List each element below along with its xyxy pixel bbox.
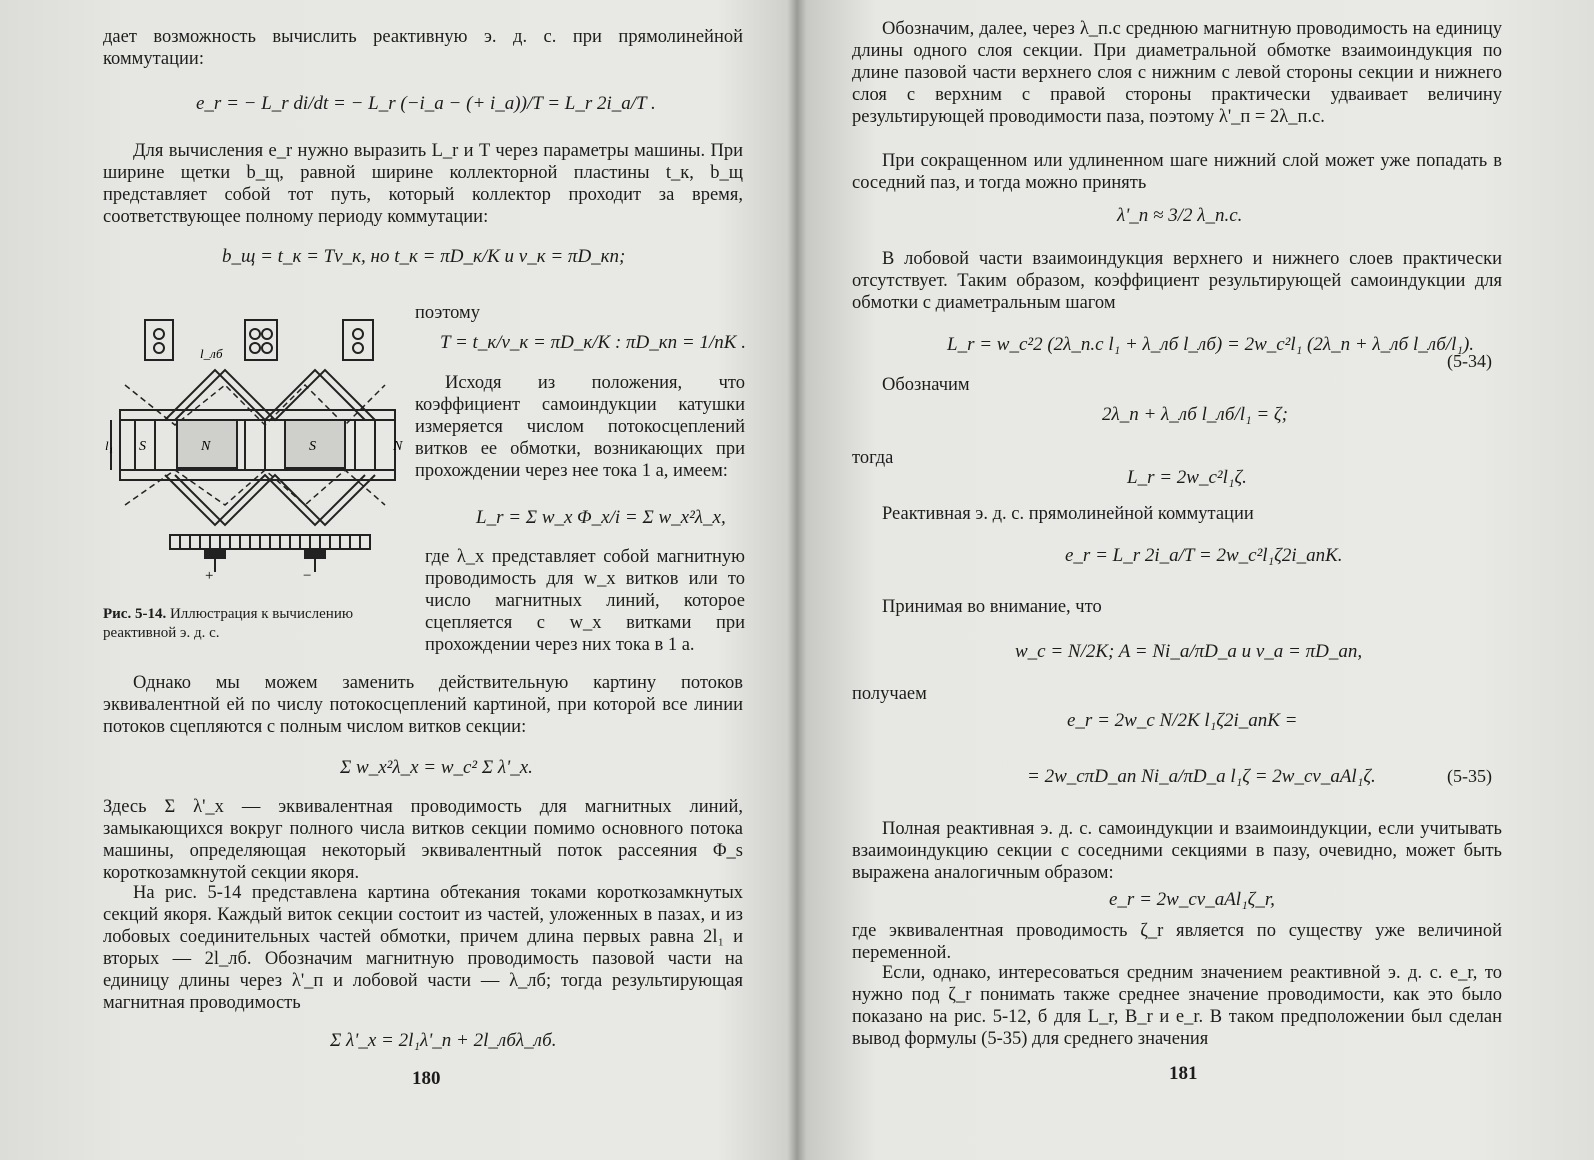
right-equation-8: e_r = 2w_cv_aAl₁ζ_r, bbox=[1109, 889, 1275, 910]
right-equation-3: 2λ_п + λ_лб l_лб/l₁ = ζ; bbox=[1102, 404, 1288, 425]
left-paragraph-2: Исходя из положения, что коэффициент самоиндукции катушки измеряется числом потокосцеплений витков ее обмотки, возникающих при прохождении через нее тока 1 а, имеем: bbox=[415, 373, 745, 481]
right-paragraph-2: При сокращенном или удлиненном шаге нижний слой может уже попадать в соседний паз, и тогда можно принять bbox=[852, 151, 1502, 193]
left-equation-1: e_r = − L_r di/dt = − L_r (−i_a − (+ i_a))/T = L_r 2i_a/T . bbox=[196, 93, 656, 114]
fig-pole-s1: S bbox=[139, 439, 146, 454]
figure-caption-text: Иллюстрация к вычислению реактивной э. д. с. bbox=[103, 606, 354, 641]
right-page bbox=[797, 0, 1594, 1160]
fig-pole-n2: N bbox=[393, 439, 403, 454]
right-paragraph-8: Если, однако, интересоваться средним значением реактивной э. д. с. e_r, то нужно под ζ_r понимать также среднее значение проводимости, как это было показано на рис. 5-12, б для L_r, B_r и e_r. В таком предположении был сделан вывод формулы (5-35) для среднего значения bbox=[852, 963, 1502, 1049]
right-equation-6: w_c = N/2K; A = Ni_a/πD_a и v_a = πD_an, bbox=[1015, 641, 1363, 662]
fig-label-l1: l₁ bbox=[105, 438, 114, 453]
right-equation-4: L_r = 2w_c²l₁ζ. bbox=[1127, 467, 1247, 488]
left-paragraph-5: Здесь Σ λ'_x — эквивалентная проводимость для магнитных линий, замыкающихся вокруг полного числа витков секции помимо основного потока машины, определяющая некоторый эквивалентный поток рассеяния Φ_s короткозамкнутой секции якоря. bbox=[103, 797, 743, 883]
right-word-oboznachim: Обозначим bbox=[882, 375, 970, 395]
right-equation-2: L_r = w_c²2 (2λ_п.с l₁ + λ_лб l_лб) = 2w_c²l₁ (2λ_п + λ_лб l_лб/l₁). bbox=[947, 334, 1475, 355]
left-intro-paragraph: дает возможность вычислить реактивную э. д. с. при прямолинейной коммутации: bbox=[103, 27, 743, 69]
fig-plus: + bbox=[205, 568, 214, 584]
left-equation-6: Σ λ'_x = 2l₁λ'_п + 2l_лбλ_лб. bbox=[330, 1030, 557, 1051]
right-equation-5: e_r = L_r 2i_a/T = 2w_c²l₁ζ2i_anK. bbox=[1065, 545, 1343, 566]
right-equation-2-number: (5-34) bbox=[1447, 351, 1492, 371]
right-equation-7-number: (5-35) bbox=[1447, 766, 1492, 786]
right-equation-7b: = 2w_cπD_an Ni_a/πD_a l₁ζ = 2w_cv_aAl₁ζ. bbox=[1027, 766, 1376, 787]
fig-pole-s2: S bbox=[309, 439, 316, 454]
right-paragraph-7: где эквивалентная проводимость ζ_r является по существу уже величиной переменной. bbox=[852, 921, 1502, 963]
right-paragraph-1: Обозначим, далее, через λ_п.с среднюю магнитную проводимость на единицу длины одного слоя секции. При диаметральной обмотке взаимоиндукция по длине пазовой части верхнего слоя с нижним с левой стороны секции и нижнего слоя с верхним с правой стороны практически удваивает величину результирующей проводимости паза, поэтому λ'_п = 2λ_п.с. bbox=[852, 19, 1502, 127]
slot-conductor-2 bbox=[245, 320, 277, 360]
left-equation-3: T = t_к/v_к = πD_к/K : πD_кn = 1/nK . bbox=[440, 332, 746, 353]
left-page-number: 180 bbox=[412, 1068, 441, 1089]
right-paragraph-6: Полная реактивная э. д. с. самоиндукции и взаимоиндукции, если учитывать взаимоиндукцию секции с соседними секциями в пазу, очевидно, может быть выражена аналогичным образом: bbox=[852, 819, 1502, 883]
fig-minus: − bbox=[303, 568, 312, 584]
figure-5-14 bbox=[105, 310, 405, 585]
left-paragraph-6: На рис. 5-14 представлена картина обтекания токами короткозамкнутых секций якоря. Каждый виток секции состоит из частей, уложенных в пазах, и из лобовых соединительных частей обмотки, причем длина первых равна 2l₁ и вторых — 2l_лб. Обозначим магнитную проводимость пазовой части на единицу длины через λ'_п и лобовой части — λ_лб; тогда результирующая магнитная проводимость bbox=[103, 883, 743, 1013]
right-paragraph-5: Принимая во внимание, что bbox=[882, 597, 1102, 617]
right-paragraph-4: Реактивная э. д. с. прямолинейной коммутации bbox=[882, 504, 1254, 524]
left-paragraph-3: где λ_x представляет собой магнитную проводимость для w_x витков или то число магнитных линий, которое сцепляется с w_x витками при прохождении через них тока в 1 а. bbox=[425, 547, 745, 655]
right-word-togda: тогда bbox=[852, 448, 894, 468]
figure-caption-label: Рис. 5-14. bbox=[103, 606, 167, 622]
fig-pole-n1: N bbox=[201, 439, 211, 454]
right-equation-1: λ'_п ≈ 3/2 λ_п.с. bbox=[1117, 205, 1243, 226]
figure-caption bbox=[103, 605, 403, 643]
right-paragraph-3: В лобовой части взаимоиндукция верхнего и нижнего слоев практически отсутствует. Таким образом, коэффициент результирующей самоиндукции для обмотки с диаметральным шагом bbox=[852, 249, 1502, 313]
left-equation-4: L_r = Σ w_x Φ_x/i = Σ w_x²λ_x, bbox=[476, 507, 726, 528]
left-paragraph-1: Для вычисления e_r нужно выразить L_r и T через параметры машины. При ширине щетки b_щ, равной ширине коллекторной пластины t_к, b_щ представляет собой тот путь, который коллектор проходит за время, соответствующее полному периоду коммутации: bbox=[103, 141, 743, 227]
left-word-poetomu: поэтому bbox=[415, 303, 481, 323]
left-equation-2: b_щ = t_к = Tv_к, но t_к = πD_к/K и v_к = πD_кn; bbox=[222, 246, 626, 267]
right-word-poluchaem: получаем bbox=[852, 684, 927, 704]
right-page-number: 181 bbox=[1169, 1063, 1198, 1084]
left-equation-5: Σ w_x²λ_x = w_c² Σ λ'_x. bbox=[340, 757, 533, 778]
left-paragraph-4: Однако мы можем заменить действительную картину потоков эквивалентной ей по числу потокосцеплений картиной, при которой все линии потоков сцепляются с полным числом витков секции: bbox=[103, 673, 743, 737]
right-equation-7a: e_r = 2w_c N/2K l₁ζ2i_anK = bbox=[1067, 710, 1298, 731]
fig-label-lleb: l_лб bbox=[200, 346, 223, 361]
